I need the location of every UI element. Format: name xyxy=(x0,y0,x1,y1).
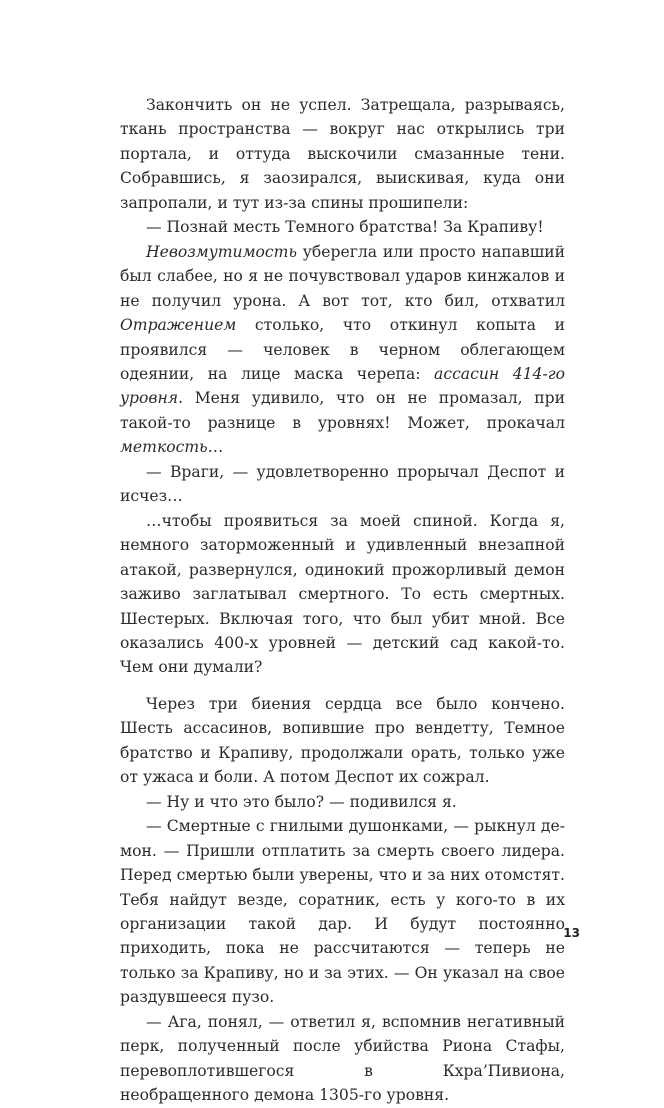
skill-name: Невозмутимость xyxy=(146,242,297,261)
body-text xyxy=(120,93,565,1108)
paragraph: Невозмутимость уберегла или просто напавший был слабее, но я не почувствовал ударов кинжалов и не получил урона. А вот тот, кто бил, отхватил Отражением столько, что откинул копыта и проявился — человек в черном облегающем одеянии, на лице маска черепа: ассасин 414-го уровня. Меня удивило, что он не промазал, при такой-то разнице в уровнях! Может, прокачал меткость… xyxy=(120,242,565,457)
dialogue-line: — Смертные с гнилыми душонками, — рыкнул демон. — Пришли отплатить за смерть своего лидера. Перед смертью были уверены, что и за них отомстят. Тебя найдут везде, соратник, есть у кого-то в их организации такой дар. И будут постоянно приходить, пока не рассчитаются — теперь не только за Крапиву, но и за этих. — Он указал на свое раздувшееся пузо. xyxy=(120,817,565,1007)
page-number: 13 xyxy=(563,926,580,940)
dialogue-line: — Враги, — удовлетворенно прорычал Деспот и исчез… xyxy=(120,462,565,506)
dialogue-line: — Ну и что это было? — подивился я. xyxy=(146,792,457,811)
enemy-name: ассасин 414-го уровня xyxy=(120,364,565,408)
skill-name: меткость xyxy=(120,438,208,457)
paragraph: Закончить он не успел. Затрещала, разрываясь, ткань пространства — вокруг нас открылись три портала, и оттуда выскочили смазанные тени. Собравшись, я заозирался, выискивая, куда они запропали, и тут из-за спины прошипели: xyxy=(120,96,565,212)
dialogue-line: — Познай месть Темного братства! За Крапиву! xyxy=(146,218,544,237)
dialogue-line: — Ага, понял, — ответил я, вспомнив негативный перк, полученный после убийства Риона Стафы, перевоплотившегося в Кхра’Пивиона, необращенного демона 1305-го уровня. xyxy=(120,1012,565,1105)
paragraph: …чтобы проявиться за моей спиной. Когда я, немного заторможенный и удивленный внезапной атакой, развернулся, одинокий прожорливый демон заживо заглатывал смертного. То есть смертных. Шестерых. Включая того, что был убит мной. Все оказались 400-х уровней — детский сад какой-то. Чем они думали? xyxy=(120,511,565,677)
paragraph: Через три биения сердца все было кончено. Шесть ассасинов, вопившие про вендетту, Темное братство и Крапиву, продолжали орать, только уже от ужаса и боли. А потом Деспот их сожрал. xyxy=(120,694,565,787)
skill-name: Отражением xyxy=(120,316,237,335)
